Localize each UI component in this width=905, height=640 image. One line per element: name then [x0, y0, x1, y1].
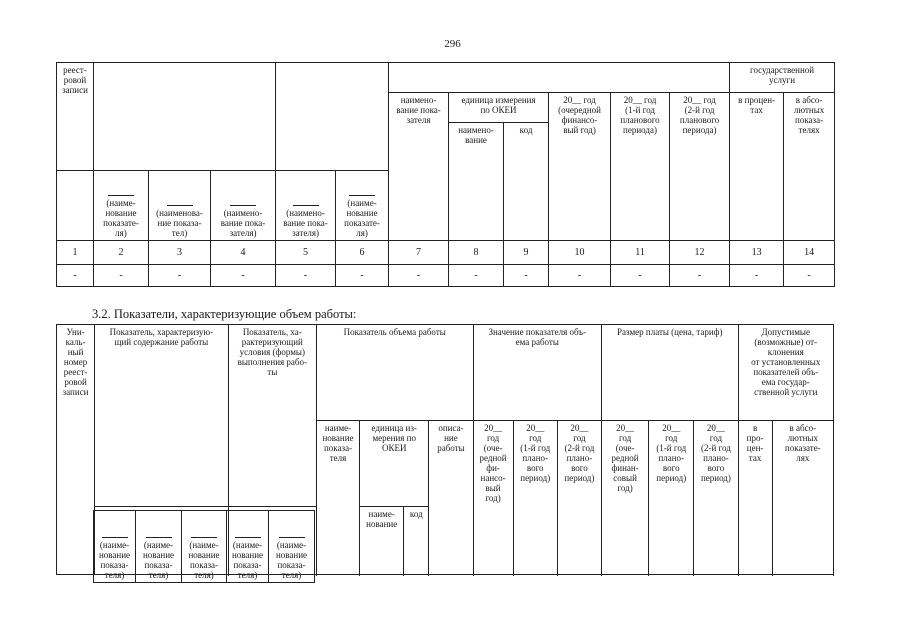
- dash-cell: -: [94, 265, 149, 287]
- table-continued: [56, 62, 835, 287]
- okei-unit-header: единица измерения по ОКЕИ: [449, 93, 549, 123]
- fee-year-first-header: 20__ год (1-й год плано- вого период): [649, 421, 694, 575]
- page-number: 296: [444, 38, 461, 50]
- sub-indicator-cell: (наиме- нование показа- теля): [269, 511, 315, 583]
- column-number: 2: [94, 241, 149, 265]
- volume-indicator-header: Показатель объема работы: [316, 325, 473, 421]
- in-percent-header: в про- цен- тах: [738, 421, 772, 575]
- unique-number-header: Уни- каль- ный номер реест- ровой записи: [57, 325, 95, 575]
- okei-code-header: код: [404, 507, 429, 575]
- indicator-name-header: наимено- вание пока- зателя: [389, 93, 449, 241]
- column-number: 1: [57, 241, 94, 265]
- sub-indicator-cell: (наимено- вание пока- зателя): [276, 171, 336, 241]
- value-year-first-header: 20__ год (1-й год плано- вого период): [513, 421, 557, 575]
- sub-indicator-cell: (наиме- нование показа- теля): [136, 511, 182, 583]
- indicator-name-header: наиме- нование показа- теля: [316, 421, 359, 575]
- okei-name-header: наиме- нование: [360, 507, 404, 575]
- empty-registry-cell: [57, 171, 94, 241]
- value-year-current-header: 20__ год (оче- редной фи- нансо- вый год): [473, 421, 513, 575]
- dash-cell: -: [730, 265, 784, 287]
- dash-cell: -: [611, 265, 670, 287]
- column-number: 8: [449, 241, 504, 265]
- sub-indicator-cell: (наиме- нование показа- теля): [94, 511, 136, 583]
- dash-cell: -: [276, 265, 336, 287]
- value-year-second-header: 20__ год (2-й год плано- вого период): [557, 421, 601, 575]
- dash-cell: -: [549, 265, 611, 287]
- okei-unit-header: единица из- мерения по ОКЕИ: [360, 421, 429, 507]
- sub-indicator-cell: (наиме- нование показа- теля): [227, 511, 269, 583]
- year-first-header: 20__ год (1-й год планового периода): [611, 93, 670, 241]
- column-number: 10: [549, 241, 611, 265]
- column-number-row: [57, 241, 835, 265]
- column-number: 6: [336, 241, 389, 265]
- sub-indicator-strip: [93, 510, 315, 583]
- empty-content-header: [94, 63, 276, 171]
- column-number: 3: [149, 241, 211, 265]
- column-number: 11: [611, 241, 670, 265]
- column-number: 12: [670, 241, 730, 265]
- column-number: 9: [504, 241, 549, 265]
- dash-cell: -: [449, 265, 504, 287]
- fee-year-second-header: 20__ год (2-й год плано- вого период): [694, 421, 738, 575]
- dash-cell: -: [670, 265, 730, 287]
- dash-cell: -: [389, 265, 449, 287]
- in-absolute-header: в абсо- лютных показа- телях: [784, 93, 835, 241]
- sub-indicator-cell: (наимено- вание пока- зателя): [211, 171, 276, 241]
- dash-cell: -: [336, 265, 389, 287]
- column-number: 5: [276, 241, 336, 265]
- dash-cell: -: [504, 265, 549, 287]
- fee-size-header: Размер платы (цена, тариф): [602, 325, 739, 421]
- empty-conditions-header: [276, 63, 389, 171]
- dash-cell: -: [149, 265, 211, 287]
- in-percent-header: в процен- тах: [730, 93, 784, 241]
- sub-indicator-cell: (наиме- нование показате- ля): [94, 171, 149, 241]
- dash-cell: -: [211, 265, 276, 287]
- year-second-header: 20__ год (2-й год планового периода): [670, 93, 730, 241]
- dash-cell: -: [57, 265, 94, 287]
- state-service-cell: государственной услуги: [730, 63, 835, 93]
- content-indicator-header: Показатель, характеризую- щий содержание работы: [95, 325, 228, 507]
- dash-row: [57, 265, 835, 287]
- sub-indicator-cell: (наименова- ние показа- тел): [149, 171, 211, 241]
- conditions-indicator-header: Показатель, ха- рактеризующий условия (формы) выполнения рабо- ты: [228, 325, 316, 507]
- column-number: 14: [784, 241, 835, 265]
- okei-name-header: наимено- вание: [449, 123, 504, 241]
- column-number: 4: [211, 241, 276, 265]
- sub-indicator-cell: (наиме- нование показате- ля): [336, 171, 389, 241]
- fee-year-current-header: 20__ год (оче- редной финан- совый год): [602, 421, 649, 575]
- volume-value-header: Значение показателя объ- ема работы: [473, 325, 601, 421]
- okei-code-header: код: [504, 123, 549, 241]
- work-description-header: описа- ние работы: [429, 421, 473, 575]
- year-current-header: 20__ год (очередной финансо- вый год): [549, 93, 611, 241]
- sub-indicator-cell: (наиме- нование показа- теля): [182, 511, 227, 583]
- section-title: 3.2. Показатели, характеризующие объем работы:: [92, 307, 357, 321]
- column-number: 7: [389, 241, 449, 265]
- registry-cell: реест- ровой записи: [57, 63, 94, 171]
- allowed-deviation-header: Допустимые (возможные) от- клонения от установленных показателей объ- ема государ- ственной услуги: [738, 325, 833, 421]
- in-absolute-header: в абсо- лютных показате- лях: [772, 421, 833, 575]
- empty-volume-header: [389, 63, 730, 93]
- column-number: 13: [730, 241, 784, 265]
- dash-cell: -: [784, 265, 835, 287]
